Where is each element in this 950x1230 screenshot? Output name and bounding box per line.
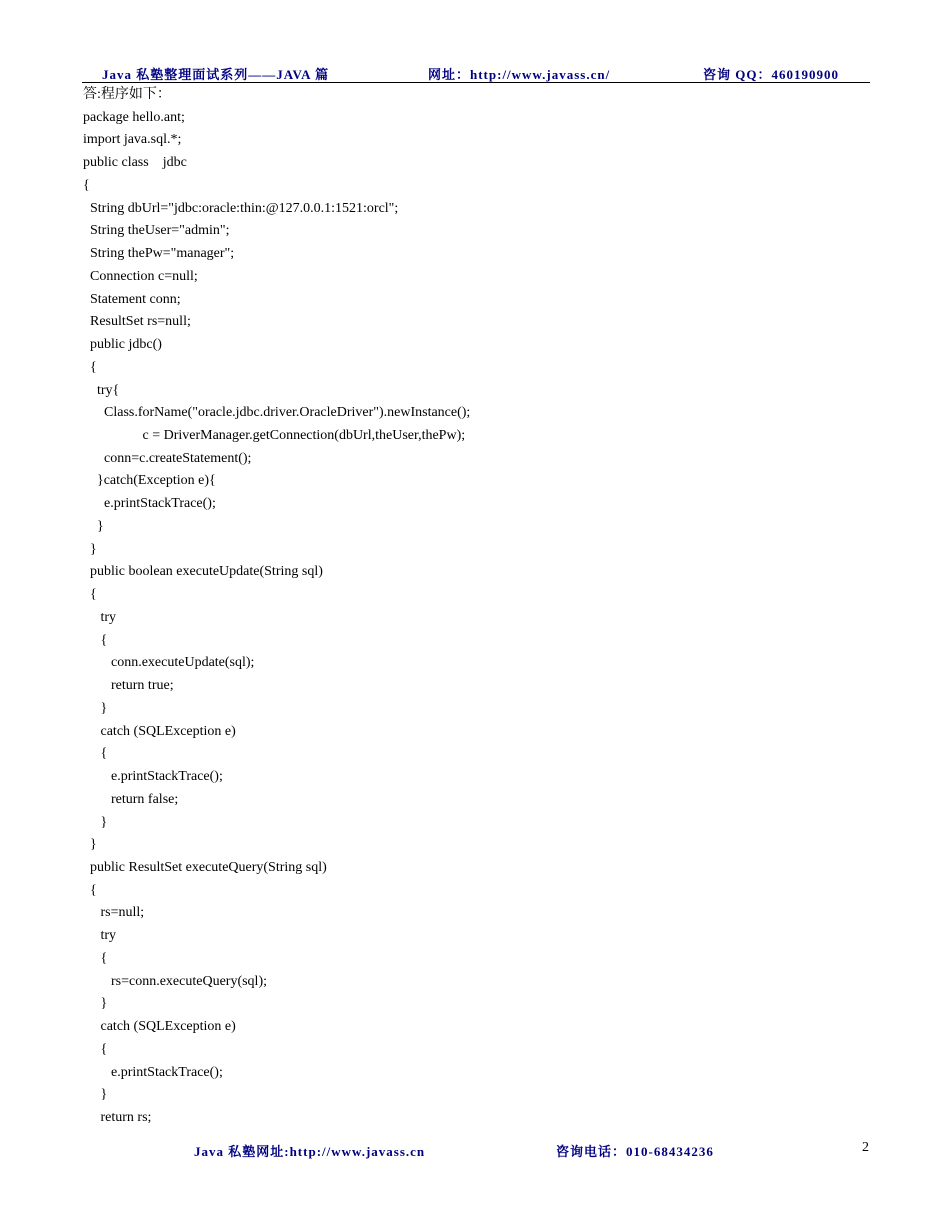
code-line: rs=conn.executeQuery(sql); <box>83 973 268 989</box>
code-line: { <box>83 632 108 648</box>
header-website: 网址：http://www.javass.cn/ <box>428 67 611 82</box>
code-line: e.printStackTrace(); <box>83 1064 223 1080</box>
code-line: 答:程序如下： <box>83 87 171 102</box>
code-line: Class.forName("oracle.jdbc.driver.OracleDriver").newInstance(); <box>83 405 471 421</box>
footer-phone: 咨询电话：010-68434236 <box>556 1144 714 1159</box>
code-line: e.printStackTrace(); <box>83 496 216 512</box>
code-line: } <box>83 996 108 1012</box>
code-line: rs=null; <box>83 905 145 921</box>
code-line: conn.executeUpdate(sql); <box>83 655 255 671</box>
code-line: } <box>83 518 104 534</box>
code-line: }catch(Exception e){ <box>83 473 216 489</box>
code-line: package hello.ant; <box>83 109 185 125</box>
code-line: conn=c.createStatement(); <box>83 450 252 466</box>
code-line: return false; <box>83 791 179 807</box>
code-line: } <box>83 837 97 853</box>
code-line: public class jdbc <box>83 155 187 171</box>
code-line: } <box>83 1087 108 1103</box>
code-line: catch (SQLException e) <box>83 1019 236 1035</box>
code-line: String dbUrl="jdbc:oracle:thin:@127.0.0.1:1521:orcl"; <box>83 200 399 216</box>
code-line: } <box>83 541 97 557</box>
code-line: Connection c=null; <box>83 268 198 284</box>
code-line: public boolean executeUpdate(String sql) <box>83 564 323 580</box>
code-line: try{ <box>83 382 120 398</box>
code-line: { <box>83 1041 108 1057</box>
code-line: public jdbc() <box>83 337 162 353</box>
code-line: ResultSet rs=null; <box>83 314 191 330</box>
page-header <box>82 62 870 83</box>
code-line: try <box>83 928 117 944</box>
code-line: { <box>83 587 97 603</box>
code-line: try <box>83 609 117 625</box>
code-line: } <box>83 814 108 830</box>
code-line: { <box>83 882 97 898</box>
code-line: { <box>83 177 90 193</box>
code-line: { <box>83 359 97 375</box>
code-line: return true; <box>83 678 174 694</box>
header-title: Java 私塾整理面试系列——JAVA 篇 <box>102 67 330 82</box>
code-listing <box>83 84 873 1130</box>
code-line: catch (SQLException e) <box>83 723 236 739</box>
code-line: String thePw="manager"; <box>83 246 235 262</box>
code-line: Statement conn; <box>83 291 181 307</box>
page-footer <box>0 1140 950 1160</box>
code-line: e.printStackTrace(); <box>83 769 223 785</box>
code-line: c = DriverManager.getConnection(dbUrl,theUser,thePw); <box>83 428 466 444</box>
code-line: return rs; <box>83 1110 152 1126</box>
code-line: import java.sql.*; <box>83 132 182 148</box>
code-line: } <box>83 700 108 716</box>
footer-website: Java 私塾网址:http://www.javass.cn <box>194 1144 426 1159</box>
code-line: String theUser="admin"; <box>83 223 230 239</box>
header-contact: 咨询 QQ：460190900 <box>703 67 839 82</box>
page-number: 2 <box>862 1140 869 1155</box>
code-line: { <box>83 950 108 966</box>
code-line: public ResultSet executeQuery(String sql) <box>83 859 327 875</box>
code-line: { <box>83 746 108 762</box>
